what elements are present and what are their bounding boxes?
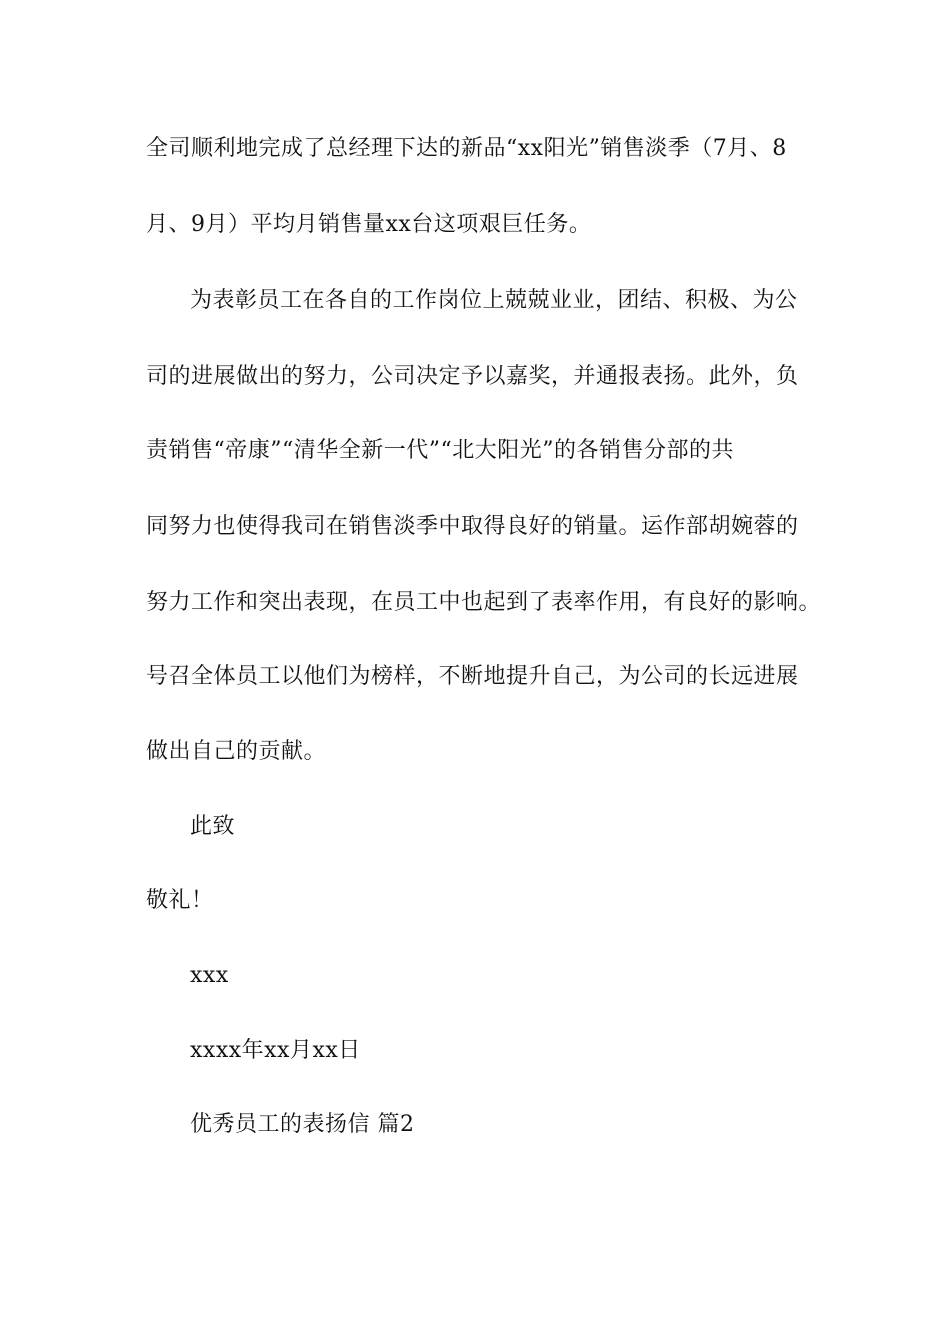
next-section-title: 优秀员工的表扬信 篇2 [190, 1112, 415, 1137]
body-line-1: 全司顺利地完成了总经理下达的新品“xx阳光”销售淡季（7月、8 [146, 136, 787, 161]
salutation-text: 敬礼！ [146, 888, 214, 913]
body-line-3: 为表彰员工在各自的工作岗位上兢兢业业，团结、积极、为公 [190, 288, 798, 313]
body-line-7: 努力工作和突出表现，在员工中也起到了表率作用，有良好的影响。 [146, 590, 822, 615]
body-line-8: 号召全体员工以他们为榜样，不断地提升自己，为公司的长远进展 [146, 664, 799, 689]
body-line-9: 做出自己的贡献。 [146, 739, 327, 764]
date-text: xxxx年xx月xx日 [190, 1038, 361, 1063]
closing-text: 此致 [190, 814, 236, 839]
signature-text: xxx [190, 963, 229, 988]
body-line-6: 同努力也使得我司在销售淡季中取得良好的销量。运作部胡婉蓉的 [146, 514, 799, 539]
body-line-4: 司的进展做出的努力，公司决定予以嘉奖，并通报表扬。此外，负 [146, 364, 799, 389]
body-line-5: 责销售“帝康”“清华全新一代”“北大阳光”的各销售分部的共 [146, 438, 734, 463]
body-line-2: 月、9月）平均月销售量xx台这项艰巨任务。 [146, 212, 592, 237]
